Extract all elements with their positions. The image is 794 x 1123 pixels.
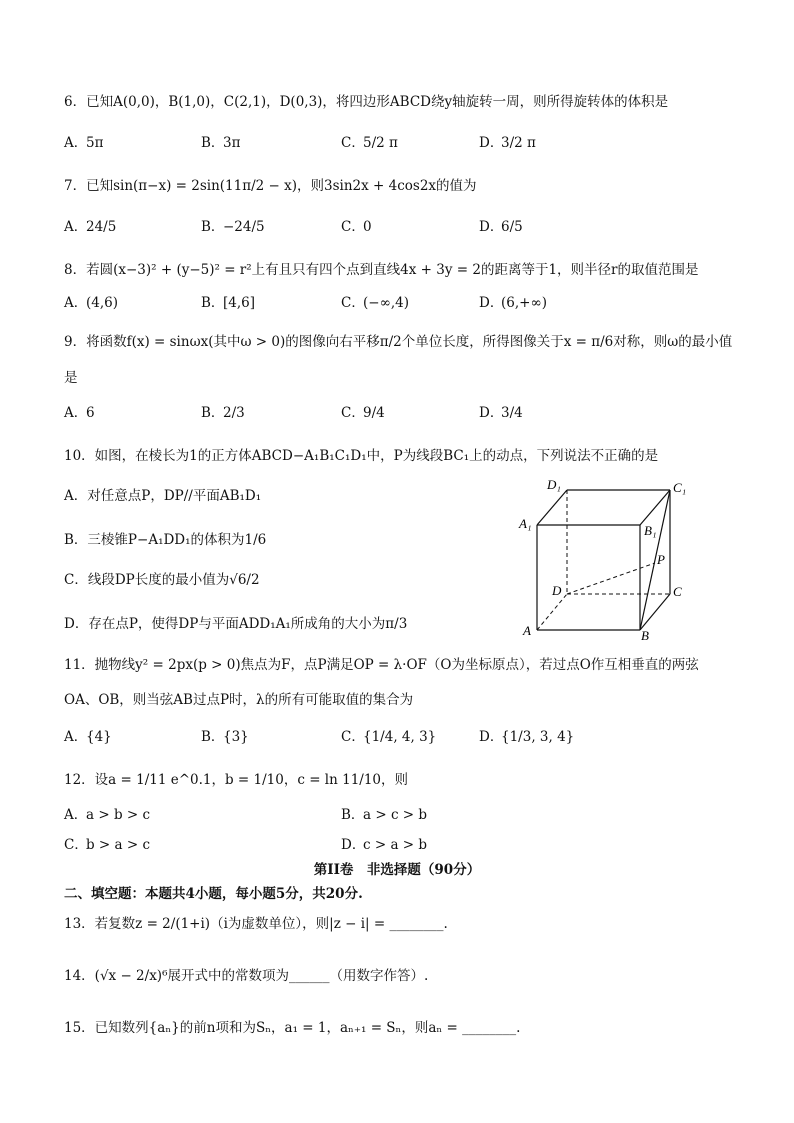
- question-11-continued: OA、OB，则当弦AB过点P时，λ的所有可能取值的集合为: [64, 692, 414, 708]
- option-b: B．−24/5: [201, 219, 265, 235]
- question-10: [64, 446, 658, 466]
- option-c: C．0: [341, 219, 372, 235]
- option-c: C．9/4: [341, 405, 385, 421]
- label-d: D: [552, 583, 562, 598]
- option-d: D．c > a > b: [341, 837, 428, 853]
- part-2-title: 第II卷 非选择题（90分）: [313, 862, 481, 878]
- label-a: A: [523, 623, 531, 638]
- option-b: B．a > c > b: [341, 807, 428, 823]
- question-11-text: 11．抛物线y² = 2px(p > 0)焦点为F，点P满足OP = λ·OF（O为坐标原点），若过点O作互相垂直的两弦: [64, 657, 699, 673]
- question-8-text: 8．若圆(x−3)² + (y−5)² = r²上有且只有四个点到直线4x + 3y = 2的距离等于1，则半径r的取值范围是: [64, 262, 699, 278]
- question-8-options: [64, 288, 744, 318]
- question-9-continued: 是: [64, 370, 78, 386]
- option-b: B．{3}: [201, 729, 249, 745]
- option-b: B．2/3: [201, 405, 245, 421]
- question-10-option-b: B．三棱锥P−A₁DD₁的体积为1/6: [64, 532, 267, 548]
- option-c: C．5/2 π: [341, 135, 398, 151]
- question-12-options-row2: [64, 830, 744, 860]
- question-13: 13．若复数z = 2/(1+i)（i为虚数单位），则|z − i| = ________.: [64, 916, 448, 932]
- option-d: D．6/5: [479, 219, 523, 235]
- label-b: B: [641, 628, 649, 643]
- label-b1: B₁: [644, 523, 657, 538]
- question-12-options-row1: [64, 800, 744, 830]
- label-a1: A₁: [519, 516, 532, 531]
- section-2-title: 二、填空题：本题共4小题，每小题5分，共20分.: [64, 886, 363, 902]
- question-7: [64, 176, 477, 196]
- option-d: D．3/4: [479, 405, 523, 421]
- question-9: [64, 332, 732, 352]
- question-12: [64, 770, 408, 790]
- option-a: A．(4,6): [64, 295, 119, 311]
- question-15: 15．已知数列{aₙ}的前n项和为Sₙ，a₁ = 1，aₙ₊₁ = Sₙ，则aₙ = ________.: [64, 1020, 521, 1036]
- question-6-options: [64, 128, 744, 158]
- question-11: [64, 655, 699, 675]
- option-b: B．3π: [201, 135, 241, 151]
- option-a: A．5π: [64, 135, 104, 151]
- cube-figure: [505, 470, 705, 645]
- option-b: B．[4,6]: [201, 295, 256, 311]
- label-c1: C₁: [673, 480, 687, 495]
- question-10-text: 10．如图，在棱长为1的正方体ABCD−A₁B₁C₁D₁中，P为线段BC₁上的动点，下列说法不正确的是: [64, 448, 659, 464]
- question-7-options: [64, 212, 744, 242]
- option-c: C．(−∞,4): [341, 295, 409, 311]
- question-14: 14．(√x − 2/x)⁶展开式中的常数项为______（用数字作答）.: [64, 968, 429, 984]
- question-12-text: 12．设a = 1/11 e^0.1，b = 1/10，c = ln 11/10，则: [64, 772, 409, 788]
- question-7-text: 7．已知sin(π−x) = 2sin(11π/2 − x)，则3sin2x + 4cos2x的值为: [64, 178, 477, 194]
- option-d: D．{1/3, 3, 4}: [479, 729, 575, 745]
- question-6: [64, 92, 668, 112]
- label-d1: D₁: [547, 477, 561, 492]
- option-a: A．a > b > c: [64, 807, 151, 823]
- option-a: A．24/5: [64, 219, 117, 235]
- option-a: A．{4}: [64, 729, 112, 745]
- question-10-option-c: C．线段DP长度的最小值为√6/2: [64, 572, 260, 588]
- option-c: C．{1/4, 4, 3}: [341, 729, 437, 745]
- question-9-text: 9．将函数f(x) = sinωx(其中ω > 0)的图像向右平移π/2个单位长度，所得图像关于x = π/6对称，则ω的最小值: [64, 334, 733, 350]
- option-d: D．3/2 π: [479, 135, 536, 151]
- question-8: [64, 260, 699, 280]
- label-c: C: [673, 584, 682, 599]
- question-10-option-a: A．对任意点P，DP//平面AB₁D₁: [64, 488, 262, 504]
- option-a: A．6: [64, 405, 95, 421]
- option-d: D．(6,+∞): [479, 295, 547, 311]
- question-11-options: [64, 722, 744, 752]
- option-c: C．b > a > c: [64, 837, 151, 853]
- question-10-option-d: D．存在点P，使得DP与平面ADD₁A₁所成角的大小为π/3: [64, 616, 408, 632]
- question-9-options: [64, 398, 744, 428]
- label-p: P: [657, 552, 665, 567]
- question-6-text: 6．已知A(0,0)，B(1,0)，C(2,1)，D(0,3)，将四边形ABCD绕y轴旋转一周，则所得旋转体的体积是: [64, 94, 669, 110]
